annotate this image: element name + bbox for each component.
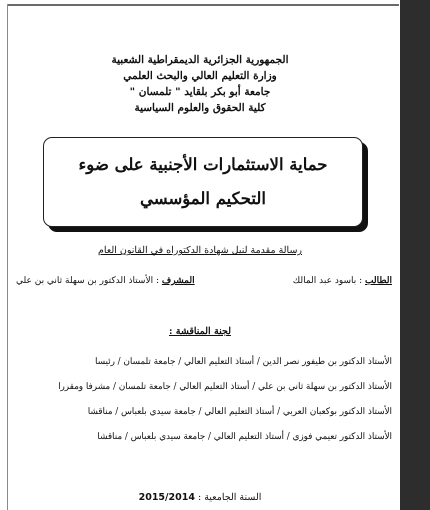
dark-margin <box>400 0 430 510</box>
header-university: جامعة أبو بكر بلقايد " تلمسان " <box>129 86 271 98</box>
thesis-description <box>0 245 400 256</box>
supervisor-label: المشرف <box>161 276 195 286</box>
header-ministry: وزارة التعليم العالي والبحث العلمي <box>123 70 277 82</box>
committee-heading <box>0 326 400 337</box>
institution-header <box>0 52 400 116</box>
committee-member: الأستاذ الدكتور بوكعبان العربي / أستاذ التعليم العالي / جامعة سيدي بلعباس / مناقشا <box>87 407 392 417</box>
academic-year <box>0 492 400 503</box>
thesis-title-box <box>43 137 363 227</box>
academic-year-label: السنة الجامعية : <box>197 492 262 503</box>
academic-year-value: 2015/2014 <box>138 492 195 503</box>
thesis-title-line-2: التحكيم المؤسسي <box>139 189 267 208</box>
supervisor-block <box>16 276 195 286</box>
header-republic: الجمهورية الجزائرية الديمقراطية الشعبية <box>111 54 289 66</box>
student-block <box>293 276 392 286</box>
committee-member: الأستاذ الدكتور تعيمي فوزي / أستاذ التعليم العالي / جامعة سيدي بلعباس / مناقشا <box>97 432 392 442</box>
header-faculty: كلية الحقوق والعلوم السياسية <box>134 102 266 114</box>
thesis-description-text: رسالة مقدمة لنيل شهادة الدكتوراه في القانون العام <box>97 245 303 256</box>
thesis-title-line-1: حماية الاستثمارات الأجنبية على ضوء <box>78 155 328 174</box>
committee-member: الأستاذ الدكتور بن سهلة ثاني بن علي / أستاذ التعليم العالي / جامعة تلمسان / مشرفا ومقررا <box>58 382 392 392</box>
student-label: الطالب <box>365 276 392 286</box>
committee-member: الأستاذ الدكتور بن طيفور نصر الدين / أستاذ التعليم العالي / جامعة تلمسان / رئيسا <box>94 357 392 367</box>
page-top-border <box>7 4 399 6</box>
student-name: : باسود عبد المالك <box>292 276 363 286</box>
supervisor-name: : الأستاذ الدكتور بن سهلة ثاني بن علي <box>16 276 159 286</box>
committee-heading-text: لجنة المناقشة : <box>168 326 231 337</box>
student-supervisor-row <box>16 276 392 286</box>
committee-members-list <box>22 355 392 455</box>
